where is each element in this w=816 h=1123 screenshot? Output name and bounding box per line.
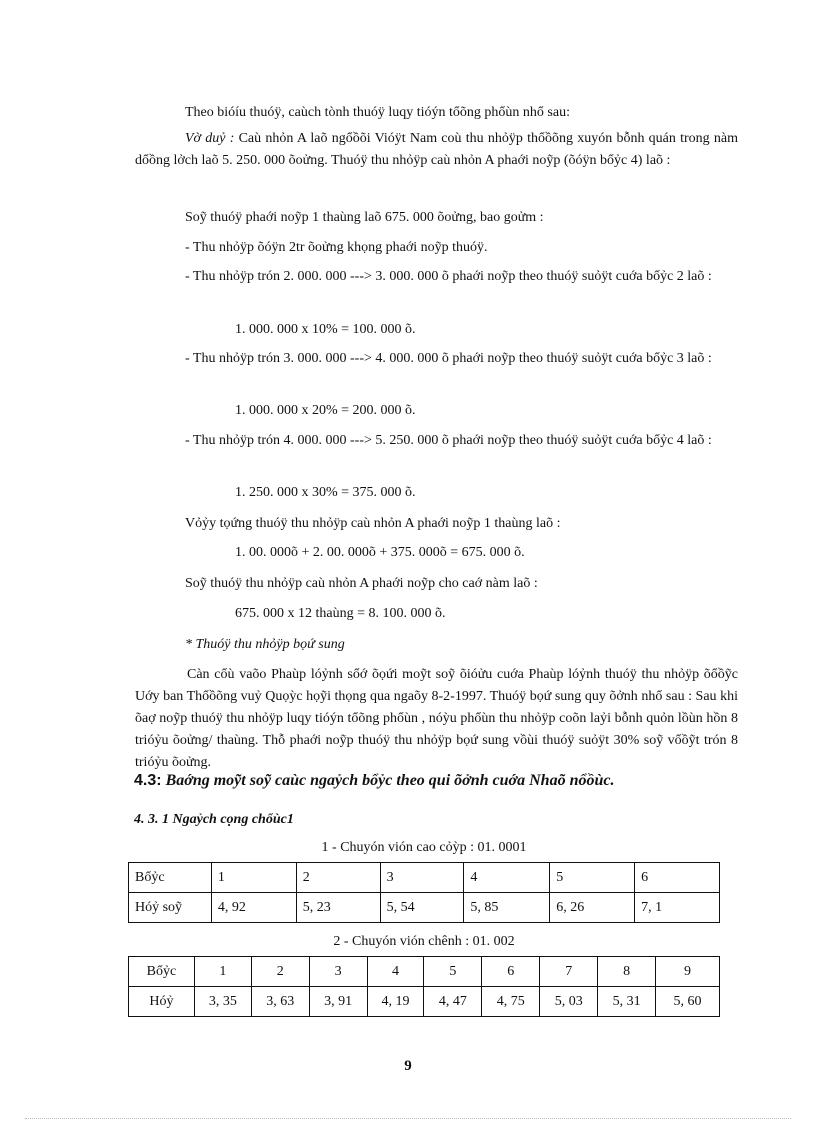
total-calc-line: 1. 00. 000õ + 2. 00. 000õ + 375. 000õ = 675. 000 õ. <box>235 545 525 560</box>
table1-cell: 6, 26 <box>550 893 635 923</box>
table2-cell: 4, 19 <box>367 987 424 1017</box>
section-number: 4.3: <box>134 772 162 789</box>
intro-paragraph: Theo bióíu thuóÿ, caùch tònh thuóÿ luqy tióýn tổõng phổùn nhổ sau: <box>185 105 570 120</box>
table2-cell: 4, 75 <box>482 987 540 1017</box>
table1-row-values <box>129 893 720 923</box>
table1-cell: 4, 92 <box>211 893 296 923</box>
table2-cell: 4 <box>367 957 424 987</box>
table2-cell: 3 <box>309 957 367 987</box>
table1-cell: Bổỷc <box>129 863 212 893</box>
year-intro-line: Soỹ thuóÿ thu nhỏÿp caù nhỏn A phaới noỹp cho caớ nàm laõ : <box>185 576 538 591</box>
calc-line-3: 1. 000. 000 x 20% = 200. 000 õ. <box>235 403 416 418</box>
table1-cell: 7, 1 <box>635 893 720 923</box>
table2-row-header <box>129 957 720 987</box>
table2-cell: 1 <box>194 957 251 987</box>
table2-cell: 5, 60 <box>656 987 720 1017</box>
table1-row-header <box>129 863 720 893</box>
table2-cell: 9 <box>656 957 720 987</box>
subsection-heading: 4. 3. 1 Ngaỷch cọng chổùc1 <box>134 812 294 827</box>
total-intro-line: Vỏỷy tọứng thuóÿ thu nhỏÿp caù nhỏn A phaới noỹp 1 thaùng laõ : <box>185 516 561 531</box>
table2-row-values <box>129 987 720 1017</box>
table1-caption: 1 - Chuyón vión cao cỏỳp : 01. 0001 <box>321 840 527 855</box>
income-line-1: - Thu nhỏÿp õóÿn 2tr õoửng khọng phaới noỹp thuóÿ. <box>185 240 488 255</box>
table2-cell: 5, 31 <box>598 987 656 1017</box>
table2-cell: 4, 47 <box>424 987 482 1017</box>
calc-line-4: 1. 250. 000 x 30% = 375. 000 õ. <box>235 485 416 500</box>
supplement-title: * Thuóÿ thu nhỏÿp bọứ sung <box>185 637 345 652</box>
table2-cell: 3, 63 <box>251 987 309 1017</box>
income-line-2: - Thu nhỏÿp trón 2. 000. 000 ---> 3. 000. 000 õ phaới noỹp theo thuóÿ suỏÿt cuớa bổỷc 2 laõ : <box>185 269 712 284</box>
calc-line-2: 1. 000. 000 x 10% = 100. 000 õ. <box>235 322 416 337</box>
table2-cell: 3, 91 <box>309 987 367 1017</box>
table2-caption: 2 - Chuyón vión chênh : 01. 002 <box>333 934 515 949</box>
table1-cell: 3 <box>380 863 464 893</box>
example-label: Vờ duỷ : <box>185 131 235 146</box>
table2-cell: 2 <box>251 957 309 987</box>
supplement-paragraph: Càn cổù vaõo Phaùp lóỷnh sổớ õọứi moỹt soỹ õióửu cuớa Phaùp lóỷnh thuóÿ thu nhỏÿp õổồỹc Uớy ban Thổồõng vuỷ Quọỳc họỹi thọng qua ngaõy 8-2-1997. Thuóÿ bọứ sung quy õởnh nhổ sau : Sau khi õaợ noỹp thuóÿ thu nhỏÿp luqy tióýn tổõng phổùn , nóỳu phổùn thu nhỏÿp coõn laỷi bỗnh quỏn lồùn hồn 8 trióỷu õoửng/ thaùng. Thỗ phaới noỹp thuóÿ thu nhỏÿp bọứ sung vồùi thuóÿ suỏÿt 30% soỹ vổồỹt trón 8 trióỷu õoửng. <box>135 667 738 770</box>
table2-cell: 5 <box>424 957 482 987</box>
table1-cell: 6 <box>635 863 720 893</box>
table1-cell: 5, 54 <box>380 893 464 923</box>
table1-cell: 5, 85 <box>464 893 550 923</box>
table2-cell: 7 <box>540 957 598 987</box>
table2-cell: Bổỷc <box>129 957 195 987</box>
footer-divider <box>25 1118 791 1119</box>
table1-cell: 1 <box>211 863 296 893</box>
section-title: Baớng moỹt soỹ caùc ngaỷch bổỷc theo qui õởnh cuớa Nhaõ nổồùc. <box>165 772 615 789</box>
page-number: 9 <box>404 1058 412 1074</box>
income-line-4: - Thu nhỏÿp trón 4. 000. 000 ---> 5. 250. 000 õ phaới noỹp theo thuóÿ suỏÿt cuớa bổỷc 4 laõ : <box>185 433 712 448</box>
year-calc-line: 675. 000 x 12 thaùng = 8. 100. 000 õ. <box>235 606 446 621</box>
table2-cell: 8 <box>598 957 656 987</box>
table2-cell: 3, 35 <box>194 987 251 1017</box>
table2-cell: Hóỷ <box>129 987 195 1017</box>
table1 <box>128 862 720 923</box>
table2-cell: 6 <box>482 957 540 987</box>
example-text: Caù nhỏn A laõ ngổồõi Vióÿt Nam coù thu nhỏÿp thổồõng xuyón bỗnh quán trong nàm dổồng lởch laõ 5. 250. 000 õoửng. Thuóÿ thu nhỏÿp caù nhỏn A phaới noỹp (õóÿn bổỷc 4) laõ : <box>135 131 738 168</box>
table1-cell: 2 <box>296 863 380 893</box>
tax-month-line: Soỹ thuóÿ phaới noỹp 1 thaùng laõ 675. 000 õoửng, bao goửm : <box>185 210 544 225</box>
table2 <box>128 956 720 1017</box>
table1-cell: 5 <box>550 863 635 893</box>
income-line-3: - Thu nhỏÿp trón 3. 000. 000 ---> 4. 000. 000 õ phaới noỹp theo thuóÿ suỏÿt cuớa bổỷc 3 laõ : <box>185 351 712 366</box>
table1-cell: 5, 23 <box>296 893 380 923</box>
section-heading <box>134 772 614 790</box>
table1-cell: Hóỷ soỹ <box>129 893 212 923</box>
table1-cell: 4 <box>464 863 550 893</box>
example-paragraph <box>135 128 738 172</box>
table2-cell: 5, 03 <box>540 987 598 1017</box>
